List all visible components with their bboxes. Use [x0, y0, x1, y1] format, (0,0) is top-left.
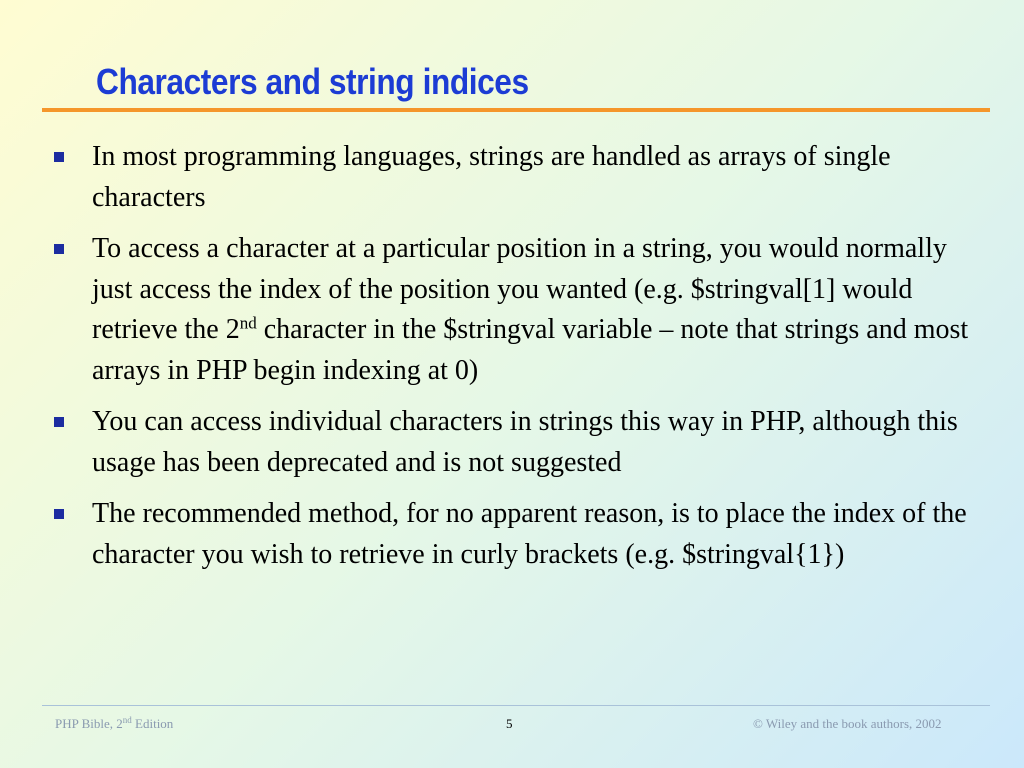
bullet-item — [92, 402, 982, 483]
bullet-item — [92, 494, 982, 575]
bullet-list — [92, 137, 982, 586]
bullet-item — [92, 137, 982, 218]
bullet-text-start: To access a character at a particular position in a string, you would normally just access the index of the position you wanted (e.g. $stringval[1] would retrieve the 2 — [92, 233, 947, 345]
title-underline — [42, 108, 990, 112]
footer-book-title-text: PHP Bible, 2 — [55, 716, 123, 731]
slide-title: Characters and string indices — [96, 61, 529, 102]
page-number: 5 — [506, 716, 513, 731]
footer-edition-text: Edition — [131, 716, 174, 731]
footer-copyright: © Wiley and the book authors, 2002 — [753, 716, 942, 731]
bullet-text: The recommended method, for no apparent reason, is to place the index of the character you wish to retrieve in curly brackets (e.g. $stringval{1}) — [92, 498, 967, 570]
footer-ordinal-suffix: nd — [122, 715, 132, 726]
ordinal-suffix: nd — [239, 313, 257, 333]
square-bullet-icon — [54, 152, 64, 162]
footer-book-title — [55, 716, 173, 732]
square-bullet-icon — [54, 417, 64, 427]
bullet-text: In most programming languages, strings are handled as arrays of single characters — [92, 141, 891, 213]
bullet-text-end: character in the $stringval variable – note that strings and most arrays in PHP begin indexing at 0) — [92, 314, 969, 386]
square-bullet-icon — [54, 244, 64, 254]
square-bullet-icon — [54, 509, 64, 519]
bullet-item — [92, 229, 982, 391]
bullet-text: You can access individual characters in strings this way in PHP, although this usage has been deprecated and is not suggested — [92, 406, 958, 478]
footer-divider — [42, 705, 990, 706]
